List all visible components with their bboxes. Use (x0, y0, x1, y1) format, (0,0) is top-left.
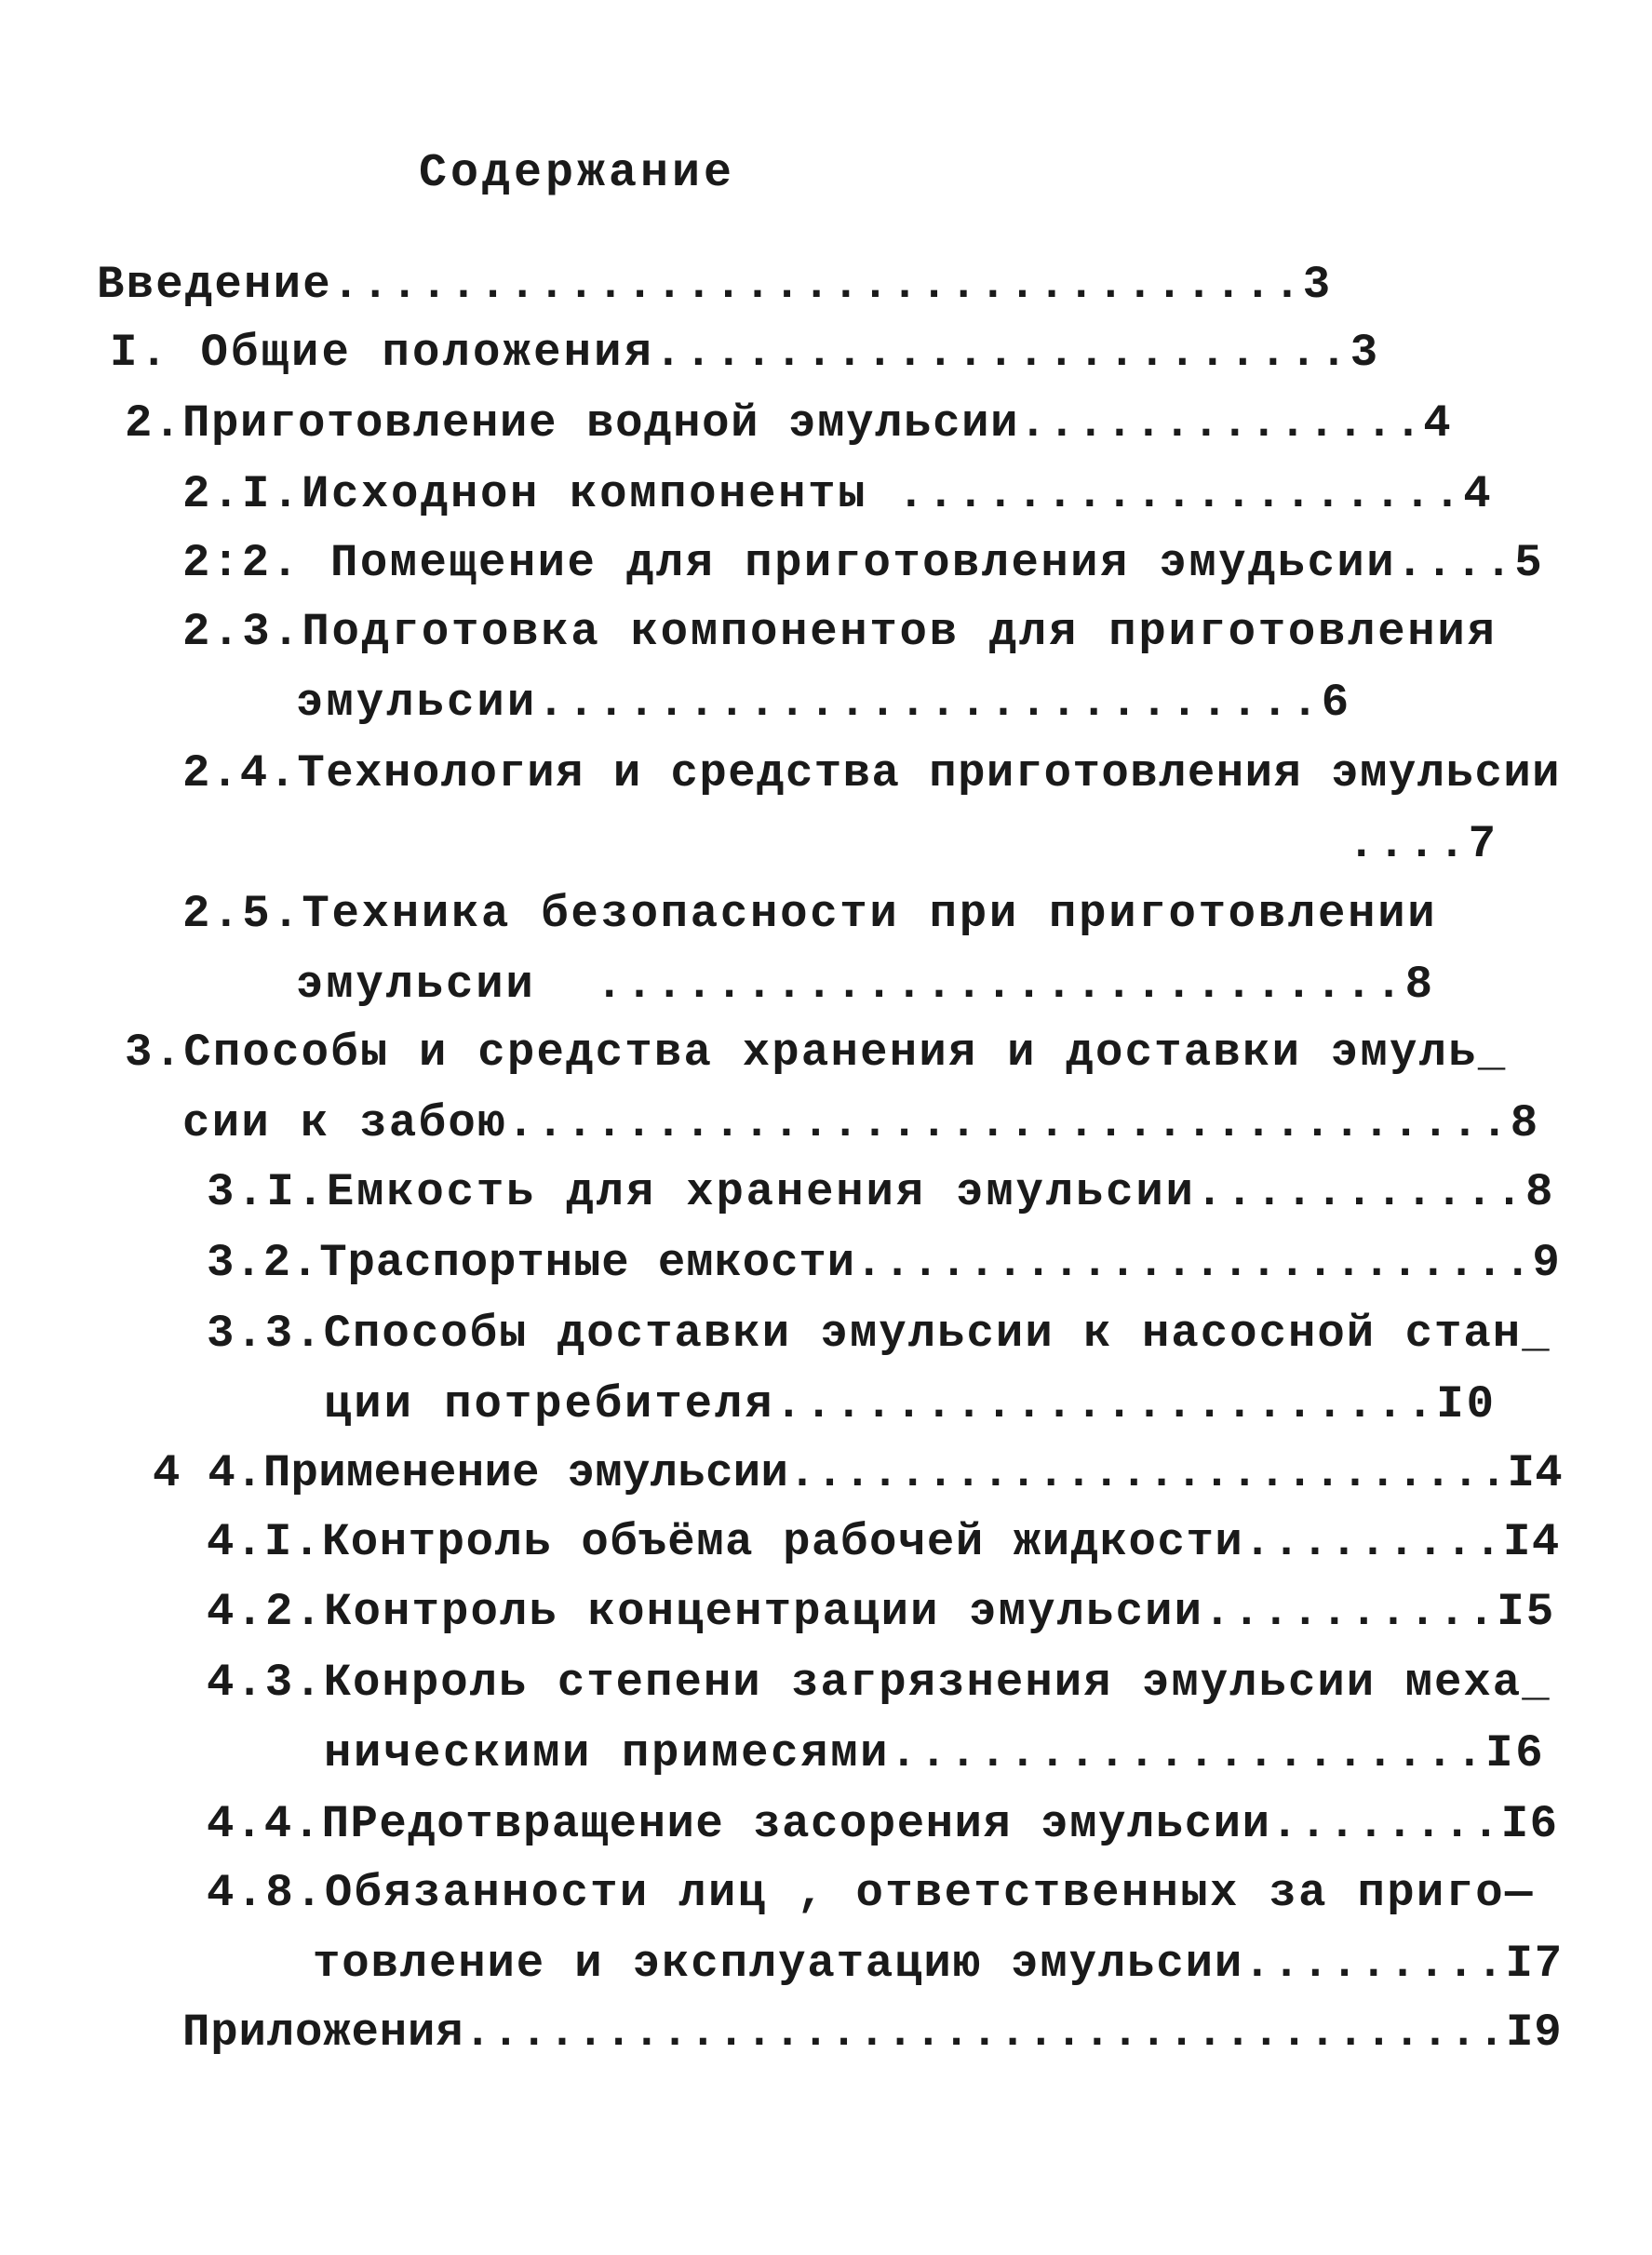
toc-line: I. Общие положения.......................3 (110, 327, 1381, 379)
toc-line: 2.5.Техника безопасности при приготовлении (182, 888, 1438, 940)
toc-line: 4.3.Конроль степени загрязнения эмульсии меха_ (207, 1657, 1551, 1709)
toc-line: 4.I.Контроль объёма рабочей жидкости.........I4 (207, 1516, 1561, 1568)
toc-line: 2.4.Технология и средства приготовления эмульсии (182, 747, 1562, 799)
toc-line: Введение.................................3 (97, 259, 1333, 311)
toc-line: 3.3.Способы доставки эмульсии к насосной стан_ (207, 1308, 1551, 1360)
toc-line: 4.4.ПРедотвращение засорения эмульсии........I6 (207, 1798, 1559, 1850)
toc-line: 3.2.Траспортные емкости........................9 (207, 1237, 1561, 1289)
toc-line: 2.Приготовление водной эмульсии..............4 (125, 397, 1453, 450)
page-title: Содержание (419, 147, 736, 200)
toc-line: Приложения.....................................I9 (182, 2007, 1563, 2059)
toc-line: эмульсии..........................6 (296, 677, 1352, 729)
toc-line: 4.8.Обязанности лиц , ответственных за приго— (207, 1867, 1535, 1919)
toc-line: 3.Способы и средства хранения и доставки эмуль_ (125, 1027, 1508, 1079)
toc-line: ническими примесями....................I6 (324, 1727, 1546, 1779)
toc-line: ции потребителя......................I0 (324, 1378, 1497, 1430)
toc-line: 4 4.Применение эмульсии..........................I4 (153, 1447, 1563, 1499)
toc-line: сии к забою..................................8 (182, 1097, 1540, 1149)
toc-line: ....7 (1348, 818, 1499, 870)
toc-line: 4.2.Контроль концентрации эмульсии..........I5 (207, 1586, 1556, 1638)
toc-line: 2:2. Помещение для приготовления эмудьсии....5 (182, 537, 1545, 589)
toc-line: 2.I.Исходнон компоненты ...................4 (182, 468, 1494, 520)
toc-line: 3.I.Емкость для хранения эмульсии...........8 (207, 1166, 1556, 1218)
toc-line: 2.3.Подготовка компонентов для приготовления (182, 606, 1498, 658)
toc-line: товление и эксплуатацию эмульсии.........I7 (313, 1938, 1564, 1990)
toc-line: эмульсии ...........................8 (296, 959, 1435, 1011)
